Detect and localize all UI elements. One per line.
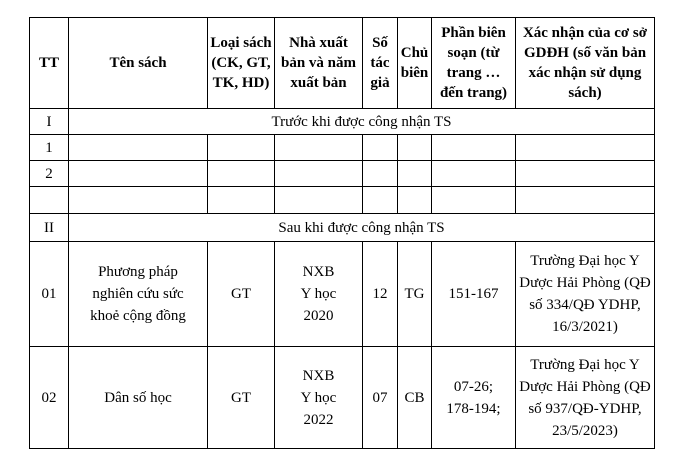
editor-role: CB [398, 347, 432, 449]
empty-cell [432, 135, 516, 161]
empty-cell [398, 161, 432, 187]
empty-cell [398, 135, 432, 161]
book-type: GT [208, 347, 275, 449]
header-pages: Phần biên soạn (từ trang … đến trang) [432, 18, 516, 109]
row-tt [30, 187, 69, 214]
row-tt: 1 [30, 135, 69, 161]
header-editor: Chủ biên [398, 18, 432, 109]
section-index: II [30, 214, 69, 242]
empty-cell [208, 135, 275, 161]
empty-cell [398, 187, 432, 214]
page-range: 151-167 [432, 242, 516, 347]
header-publisher: Nhà xuất bản và năm xuất bản [275, 18, 363, 109]
row-tt: 01 [30, 242, 69, 347]
empty-cell [516, 135, 655, 161]
header-type: Loại sách (CK, GT, TK, HD) [208, 18, 275, 109]
empty-cell [208, 161, 275, 187]
book-type: GT [208, 242, 275, 347]
page-range: 07-26; 178-194; [432, 347, 516, 449]
confirmation: Trường Đại học Y Dược Hải Phòng (QĐ số 334/QĐ YDHP, 16/3/2021) [516, 242, 655, 347]
table-row [30, 135, 655, 161]
table-row [30, 347, 655, 449]
header-row [30, 18, 655, 109]
header-title: Tên sách [69, 18, 208, 109]
empty-cell [516, 187, 655, 214]
row-tt: 2 [30, 161, 69, 187]
header-tt: TT [30, 18, 69, 109]
table-row [30, 242, 655, 347]
empty-cell [363, 161, 398, 187]
empty-cell [363, 135, 398, 161]
book-title: Phương pháp nghiên cứu sức khoẻ cộng đồng [69, 242, 208, 347]
empty-cell [516, 161, 655, 187]
author-count: 12 [363, 242, 398, 347]
book-publisher: NXB Y học 2022 [275, 347, 363, 449]
header-confirm: Xác nhận của cơ sở GDĐH (số văn bản xác nhận sử dụng sách) [516, 18, 655, 109]
empty-cell [275, 187, 363, 214]
author-count: 07 [363, 347, 398, 449]
table-row [30, 161, 655, 187]
empty-cell [69, 187, 208, 214]
book-title: Dân số học [69, 347, 208, 449]
editor-role: TG [398, 242, 432, 347]
row-tt: 02 [30, 347, 69, 449]
empty-cell [363, 187, 398, 214]
section-label: Sau khi được công nhận TS [69, 214, 655, 242]
section-row [30, 214, 655, 242]
section-label: Trước khi được công nhận TS [69, 109, 655, 135]
empty-cell [432, 187, 516, 214]
empty-cell [69, 135, 208, 161]
empty-cell [69, 161, 208, 187]
header-authors: Số tác giả [363, 18, 398, 109]
table-row [30, 187, 655, 214]
empty-cell [432, 161, 516, 187]
empty-cell [275, 161, 363, 187]
book-publisher: NXB Y học 2020 [275, 242, 363, 347]
empty-cell [275, 135, 363, 161]
confirmation: Trường Đại học Y Dược Hải Phòng (QĐ số 937/QĐ-YDHP, 23/5/2023) [516, 347, 655, 449]
section-index: I [30, 109, 69, 135]
section-row [30, 109, 655, 135]
empty-cell [208, 187, 275, 214]
books-table [29, 17, 655, 449]
